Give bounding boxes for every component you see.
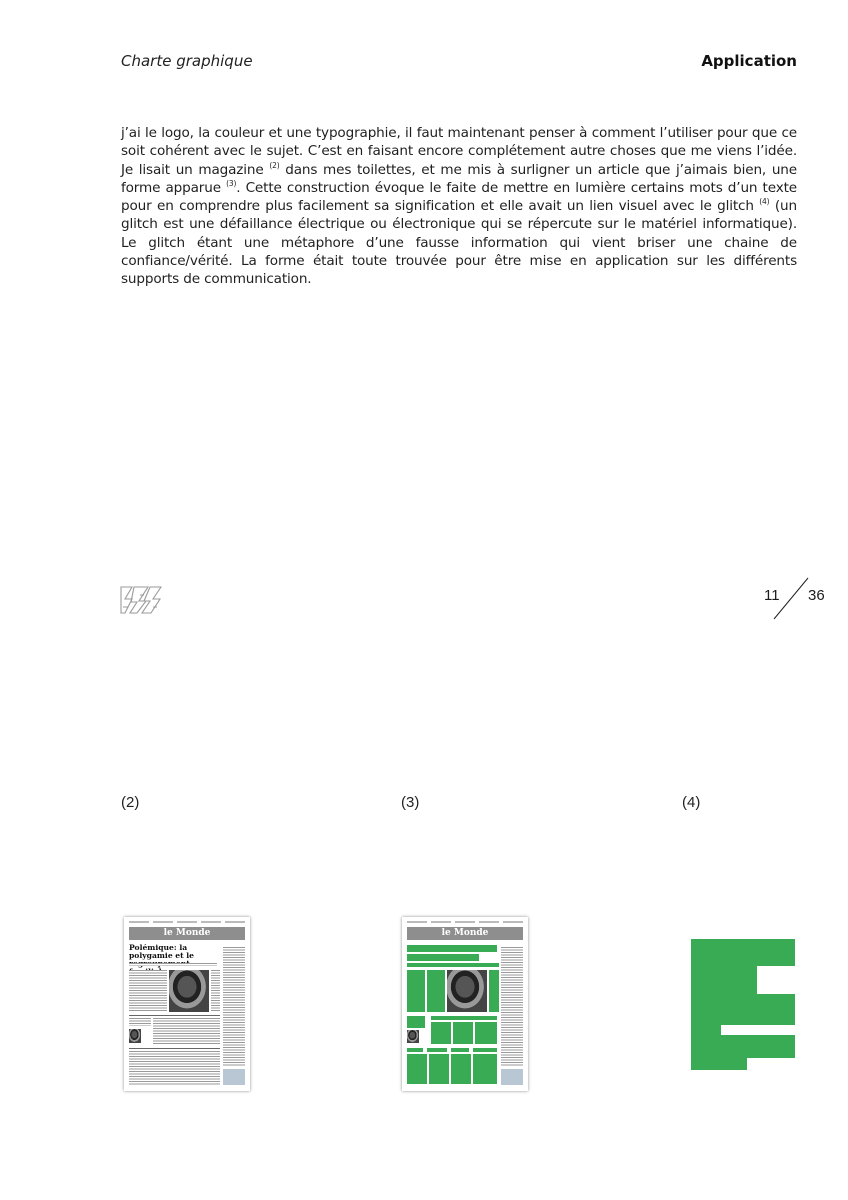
newspaper-thumbnail bbox=[124, 917, 250, 1091]
body-text-part2: dans mes toilettes, et me mis à surligner un article que j’aimais bien, une forme apparue bbox=[121, 161, 797, 196]
page-total: 36 bbox=[808, 587, 825, 604]
glitch-shape bbox=[691, 939, 795, 1075]
highlight-block bbox=[427, 1048, 447, 1052]
newspaper-sidebar bbox=[223, 947, 245, 1067]
newspaper-rule bbox=[129, 1015, 220, 1016]
highlight-block bbox=[453, 1022, 473, 1044]
slash-divider-icon bbox=[772, 576, 812, 622]
highlight-block bbox=[451, 1054, 471, 1084]
body-paragraph bbox=[121, 124, 797, 289]
page-number bbox=[760, 576, 830, 622]
header-section-title: Charte graphique bbox=[121, 52, 253, 70]
highlight-block bbox=[407, 945, 497, 952]
highlight-block bbox=[407, 963, 499, 967]
newspaper-ad-box bbox=[501, 1069, 523, 1085]
highlighted-newspaper-thumbnail bbox=[402, 917, 528, 1091]
newspaper-ad-box bbox=[223, 1069, 245, 1085]
highlight-block bbox=[473, 1054, 497, 1084]
zigzag-logo-icon bbox=[120, 585, 162, 619]
highlight-block bbox=[431, 1016, 497, 1020]
highlight-block bbox=[429, 1054, 449, 1084]
figure-label-3: (3) bbox=[401, 794, 420, 811]
highlight-block bbox=[407, 970, 425, 1012]
body-text-part3: . Cette construction évoque le faite de mettre en lumière certains mots d’un texte pour en comprendre plus facilement sa signification et elle avait un lien visuel avec le glitch bbox=[121, 179, 797, 215]
newspaper-text-block bbox=[153, 1018, 220, 1045]
body-text-part4: (un glitch est une défaillance électrique ou électronique qui se répercute sur le matériel informatique). Le glitch étant une métaphore d’une fausse information qui vient briser une chaine de confiance/vérité. La forme était toute trouvée pour être mise en application sur les différents supports de communication. bbox=[121, 198, 797, 288]
figure-label-2: (2) bbox=[121, 794, 140, 811]
highlight-block bbox=[473, 1048, 497, 1052]
footnote-ref-4: (4) bbox=[759, 197, 770, 207]
page-current: 11 bbox=[764, 587, 780, 604]
newspaper-top-line bbox=[129, 921, 245, 923]
highlight-block bbox=[427, 970, 445, 1012]
newspaper-photo-small bbox=[407, 1030, 419, 1043]
newspaper-text-column bbox=[129, 970, 167, 1012]
figure-label-4: (4) bbox=[682, 794, 701, 811]
newspaper-masthead: le Monde bbox=[129, 927, 245, 940]
newspaper-subhead bbox=[129, 963, 217, 966]
highlight-block bbox=[475, 1022, 497, 1044]
highlight-block bbox=[451, 1048, 469, 1052]
newspaper-top-line bbox=[407, 921, 523, 923]
highlight-block bbox=[489, 970, 499, 1012]
newspaper-text-block bbox=[129, 1051, 220, 1085]
newspaper-subhead bbox=[129, 1018, 151, 1026]
highlight-block bbox=[407, 1054, 427, 1084]
body-text-part1: j’ai le logo, la couleur et une typographie, il faut maintenant penser à comment l’utiliser pour que ce soit cohérent avec le sujet. C’est en faisant encore complétement autre choses que me viens l’idée. Je lisait un magazine bbox=[121, 125, 797, 178]
highlight-block bbox=[407, 954, 479, 961]
newspaper-text-column bbox=[211, 970, 220, 1012]
newspaper-photo bbox=[169, 970, 209, 1012]
newspaper-headline: Polémique: la polygamie et le bbox=[129, 943, 194, 960]
newspaper-photo bbox=[447, 970, 487, 1012]
newspaper-sidebar bbox=[501, 947, 523, 1067]
highlight-block bbox=[407, 1016, 425, 1028]
footnote-ref-3: (3) bbox=[226, 178, 237, 188]
newspaper-rule bbox=[129, 1048, 220, 1049]
header-chapter-title: Application bbox=[701, 52, 797, 70]
highlight-block bbox=[407, 1048, 423, 1052]
newspaper-masthead: le Monde bbox=[407, 927, 523, 940]
footnote-ref-2: (2) bbox=[269, 160, 280, 170]
highlight-block bbox=[431, 1022, 451, 1044]
newspaper-photo-small bbox=[129, 1029, 141, 1043]
